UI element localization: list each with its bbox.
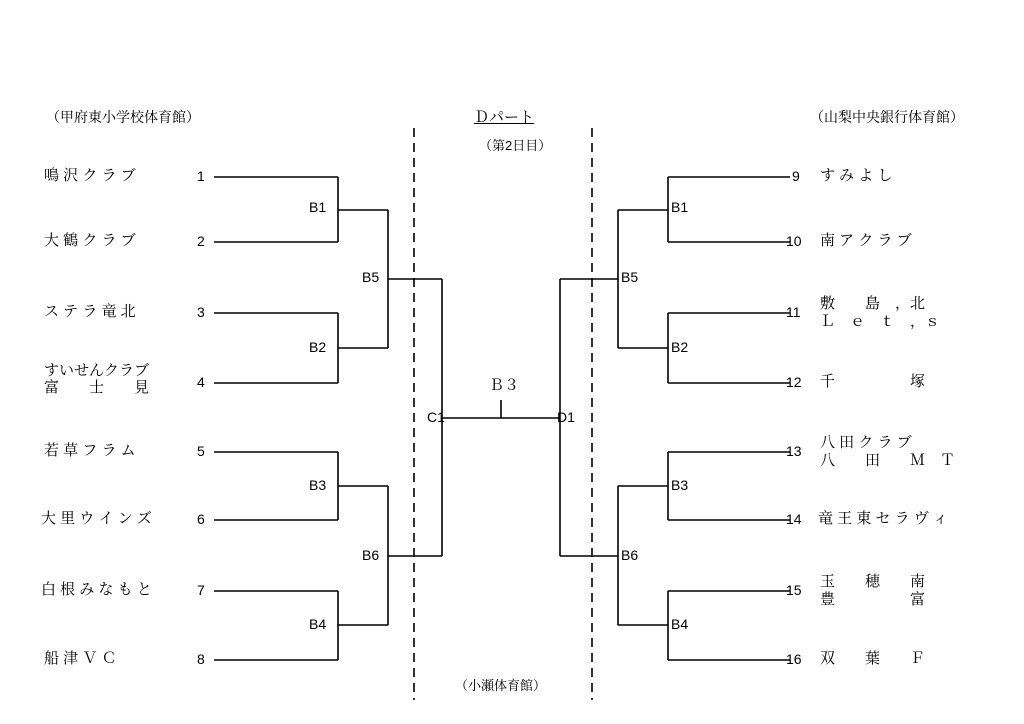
seed-number: 6 [197, 511, 205, 527]
seed-number: 13 [786, 443, 802, 459]
seed-number: 11 [786, 304, 801, 320]
seed-number: 3 [197, 304, 205, 320]
bracket-node-b2-right: B2 [671, 339, 689, 355]
seed-number: 1 [197, 168, 205, 184]
team-label: 双 葉 Ｆ [820, 650, 926, 667]
bracket-node-b4-right: B4 [671, 616, 689, 632]
team-label: す み よ し [820, 167, 893, 184]
team-label: ス テ ラ 竜 北 [44, 303, 136, 320]
seed-number: 4 [197, 374, 205, 390]
bracket-node-b5-left: B5 [362, 269, 380, 285]
team-label: 白 根 み な も と [41, 581, 152, 598]
team-label: 八 田 ク ラ ブ [820, 434, 912, 451]
team-label: 鳴 沢 ク ラ ブ [44, 167, 136, 184]
center-match-label: Ｂ３ [489, 377, 520, 394]
bracket-node-b1-left: B1 [309, 199, 327, 215]
team-label-second: 富 士 見 [44, 379, 150, 396]
seed-number: 5 [197, 443, 205, 459]
team-label: 玉 穂 南 [820, 573, 926, 590]
team-label: 大 鶴 ク ラ ブ [44, 232, 136, 249]
seed-number: 9 [792, 168, 800, 184]
page-title: Ｄパート [474, 109, 535, 126]
team-label: 船 津 Ｖ Ｃ [44, 650, 117, 667]
bracket-node-b5-right: B5 [621, 269, 639, 285]
venue-right: （山梨中央銀行体育館） [810, 109, 964, 125]
venue-bottom: （小瀬体育館） [455, 678, 547, 693]
bracket-node-c1: C1 [427, 409, 445, 425]
bracket-node-b6-right: B6 [621, 547, 639, 563]
seed-number: 7 [197, 582, 205, 598]
bracket-node-d1: D1 [557, 409, 575, 425]
team-label: 南 ア ク ラ ブ [820, 232, 912, 249]
bracket-node-b2-left: B2 [309, 339, 327, 355]
bracket-node-b4-left: B4 [309, 616, 327, 632]
team-label: 若 草 フ ラ ム [44, 442, 136, 459]
seed-number: 2 [197, 233, 205, 249]
bracket-node-b3-left: B3 [309, 477, 327, 493]
seed-number: 8 [197, 651, 205, 667]
bracket-node-b6-left: B6 [362, 547, 380, 563]
team-label-second: Ｌ ｅ ｔ ，ｓ [820, 313, 941, 330]
team-label: 敷 島 ，北 [820, 295, 926, 312]
team-label: すいせんクラブ [44, 362, 150, 379]
seed-number: 12 [786, 374, 802, 390]
seed-number: 14 [786, 511, 802, 527]
team-label: 大 里 ウ イ ン ズ [41, 510, 152, 527]
seed-number: 15 [786, 582, 802, 598]
bracket-node-b3-right: B3 [671, 477, 689, 493]
bracket-node-b1-right: B1 [671, 199, 689, 215]
seed-number: 10 [786, 233, 802, 249]
venue-left: （甲府東小学校体育館） [46, 109, 200, 125]
team-label: 千 塚 [820, 373, 926, 390]
team-label: 竜 王 東 セ ラ ヴ ィ [818, 510, 949, 527]
team-label-second: 八 田 Ｍ Ｔ [820, 452, 956, 469]
team-label-second: 豊 富 [820, 591, 926, 608]
subtitle: （第2日目） [479, 138, 552, 153]
seed-number: 16 [786, 651, 802, 667]
